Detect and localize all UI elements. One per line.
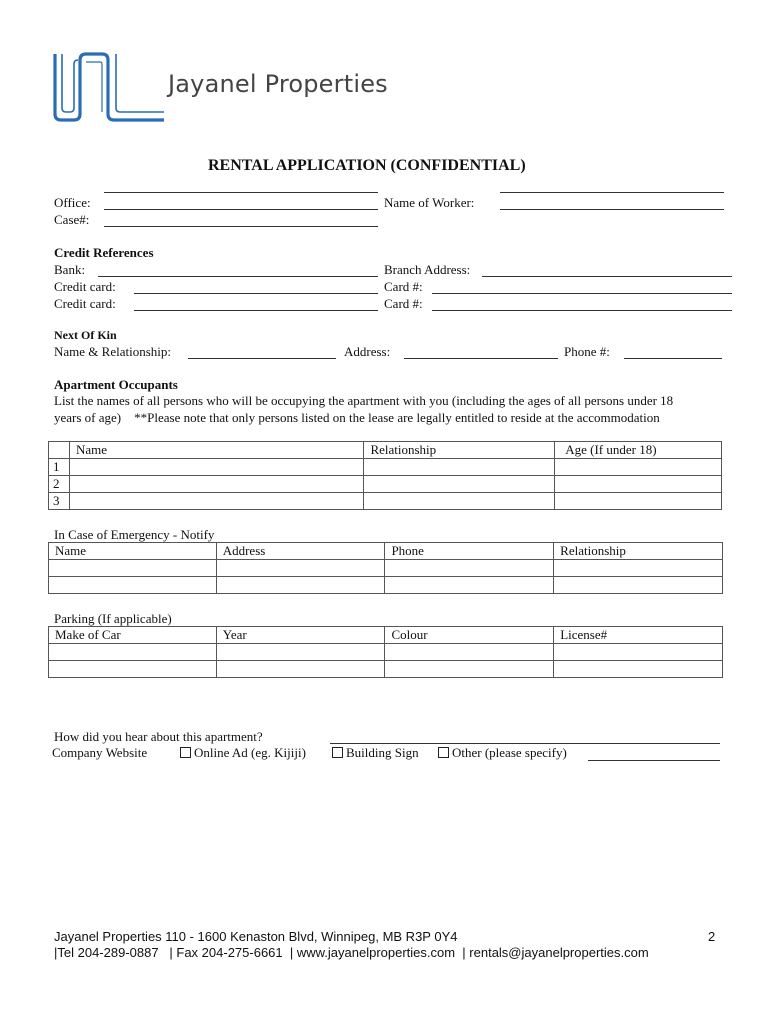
table-cell[interactable] [216,644,385,661]
table-header-row [49,543,723,560]
emergency-heading: In Case of Emergency - Notify [54,527,215,542]
table-row [49,459,722,476]
occupants-heading: Apartment Occupants [54,377,178,392]
option-online-ad-label: Online Ad (eg. Kijiji) [194,745,306,760]
table-cell[interactable] [385,577,554,594]
kin-address-field[interactable] [404,358,558,359]
table-cell[interactable] [554,560,723,577]
case-label: Case#: [54,212,90,227]
credit-card-1-field[interactable] [134,293,378,294]
table-cell[interactable] [364,459,555,476]
table-cell[interactable] [364,493,555,510]
brand-name: Jayanel Properties [168,70,388,98]
table-cell[interactable] [49,661,217,678]
table-cell[interactable] [69,476,363,493]
credit-card-2-field[interactable] [134,310,378,311]
occupants-table [48,441,722,510]
footer-contact: |Tel 204-289-0887 | Fax 204-275-6661 | www.jayanelproperties.com | rentals@jayanelproperties.com [54,945,649,960]
office-top-rule [104,192,378,193]
worker-top-rule [500,192,724,193]
occupants-col-age: Age (If under 18) [555,442,722,459]
occupants-instructions-1: List the names of all persons who will be occupying the apartment with you (including the ages of all persons under 18 [54,393,674,408]
parking-col-make: Make of Car [49,627,217,644]
emergency-col-address: Address [216,543,385,560]
case-field[interactable] [104,226,378,227]
worker-field[interactable] [500,209,724,210]
kin-phone-label: Phone #: [564,344,610,359]
option-other-label: Other (please specify) [452,745,567,760]
branch-address-field[interactable] [482,276,732,277]
table-cell[interactable] [69,459,363,476]
table-cell[interactable] [385,661,554,678]
table-row [49,560,723,577]
card-number-1-field[interactable] [432,293,732,294]
kin-name-label: Name & Relationship: [54,344,171,359]
table-cell[interactable] [385,560,554,577]
emergency-col-phone: Phone [385,543,554,560]
company-logo-icon [52,52,167,124]
kin-address-label: Address: [344,344,391,359]
branch-address-label: Branch Address: [384,262,471,277]
occupants-col-name: Name [69,442,363,459]
bank-label: Bank: [54,262,86,277]
checkbox-other[interactable] [438,747,449,758]
option-building-sign-label: Building Sign [346,745,419,760]
table-cell [49,442,70,459]
row-number: 1 [49,459,70,476]
card-number-1-label: Card #: [384,279,423,294]
page-number: 2 [708,929,716,944]
parking-heading: Parking (If applicable) [54,611,172,626]
table-cell[interactable] [555,459,722,476]
emergency-col-name: Name [49,543,217,560]
table-cell[interactable] [49,560,217,577]
table-row [49,577,723,594]
referral-top-rule [330,743,720,744]
kin-heading: Next Of Kin [54,328,117,342]
occupants-instructions-2: years of age) **Please note that only persons listed on the lease are legally entitled to reside at the accommodation [54,410,660,425]
option-building-sign[interactable] [332,745,419,761]
table-cell[interactable] [216,577,385,594]
table-row [49,644,723,661]
table-cell[interactable] [554,661,723,678]
table-cell[interactable] [554,644,723,661]
table-cell[interactable] [49,577,217,594]
worker-label: Name of Worker: [384,195,475,210]
card-number-2-label: Card #: [384,296,423,311]
company-website-label: Company Website [52,745,148,760]
occupants-col-relationship: Relationship [364,442,555,459]
row-number: 2 [49,476,70,493]
card-number-2-field[interactable] [432,310,732,311]
table-cell[interactable] [216,560,385,577]
checkbox-building-sign[interactable] [332,747,343,758]
credit-card-1-label: Credit card: [54,279,116,294]
office-label: Office: [54,195,91,210]
table-row [49,493,722,510]
office-field[interactable] [104,209,378,210]
referral-question: How did you hear about this apartment? [54,729,263,744]
table-cell[interactable] [555,493,722,510]
emergency-table [48,542,723,594]
footer-address: Jayanel Properties 110 - 1600 Kenaston Blvd, Winnipeg, MB R3P 0Y4 [54,929,458,944]
option-online-ad[interactable] [180,745,306,761]
bank-field[interactable] [98,276,378,277]
table-cell[interactable] [216,661,385,678]
option-other[interactable] [438,745,567,761]
credit-card-2-label: Credit card: [54,296,116,311]
parking-col-colour: Colour [385,627,554,644]
parking-table [48,626,723,678]
table-cell[interactable] [364,476,555,493]
row-number: 3 [49,493,70,510]
emergency-col-relationship: Relationship [554,543,723,560]
kin-name-field[interactable] [188,358,336,359]
kin-phone-field[interactable] [624,358,722,359]
credit-heading: Credit References [54,245,154,260]
parking-col-license: License# [554,627,723,644]
page-title: RENTAL APPLICATION (CONFIDENTIAL) [208,157,526,174]
table-row [49,661,723,678]
table-row [49,476,722,493]
table-cell[interactable] [555,476,722,493]
table-cell[interactable] [554,577,723,594]
table-header-row [49,442,722,459]
table-cell[interactable] [69,493,363,510]
parking-col-year: Year [216,627,385,644]
other-specify-field[interactable] [588,760,720,761]
checkbox-online-ad[interactable] [180,747,191,758]
table-cell[interactable] [49,644,217,661]
table-cell[interactable] [385,644,554,661]
table-header-row [49,627,723,644]
